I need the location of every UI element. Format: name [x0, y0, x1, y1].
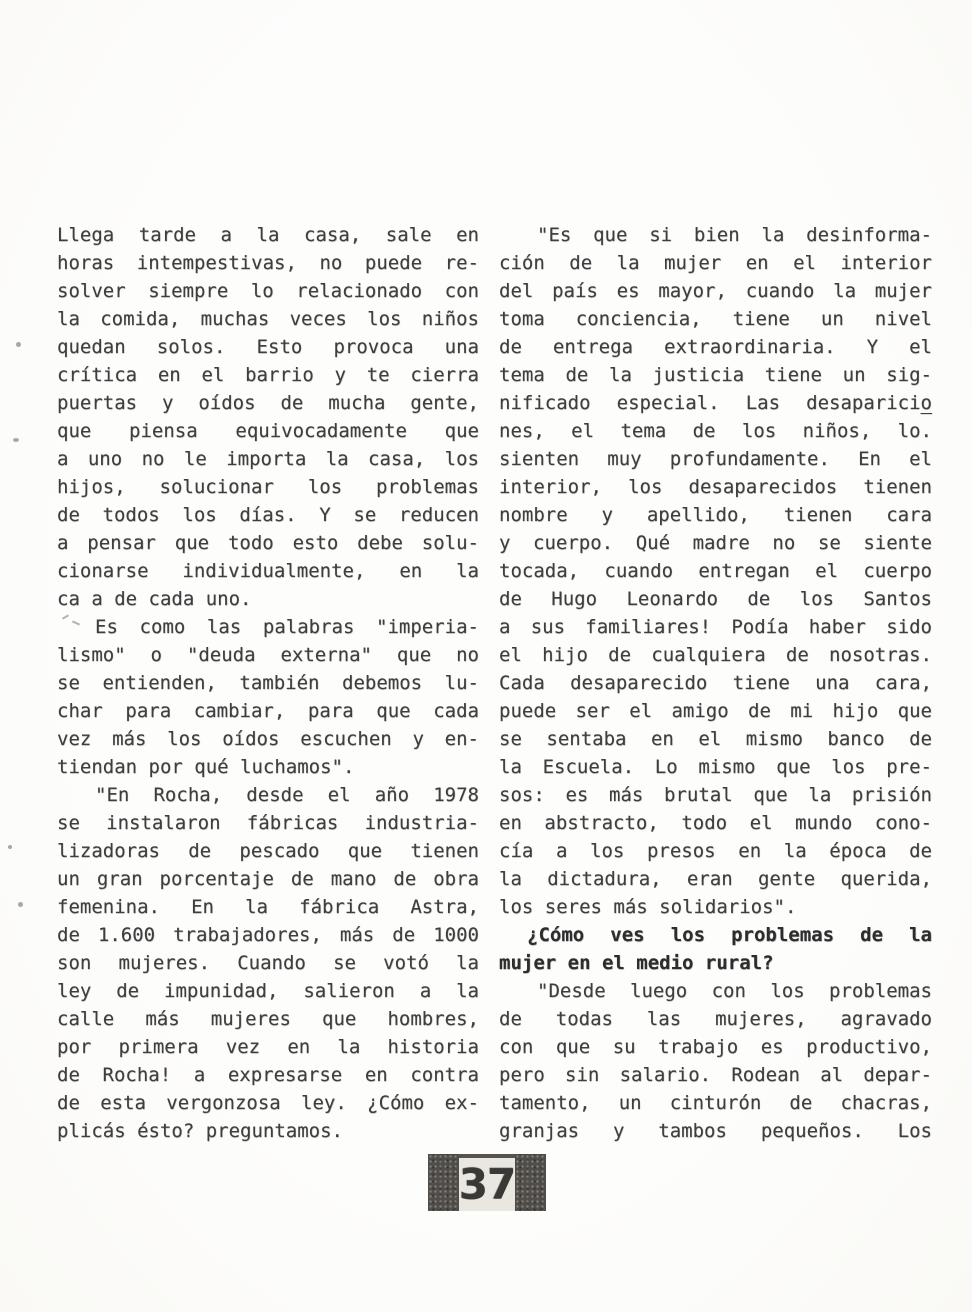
scan-speck — [16, 342, 21, 347]
text-line: la dictadura, eran gente querida, — [499, 868, 932, 890]
text-line: "Es que si bien la desinforma- — [537, 224, 932, 246]
text-line: interior, los desaparecidos tienen — [499, 476, 932, 498]
text-column-right — [499, 221, 932, 1145]
text-line: son mujeres. Cuando se votó la — [57, 952, 479, 974]
text-line: tiendan por qué luchamos". — [57, 756, 355, 778]
scan-speck — [18, 902, 23, 907]
text-line: se sentaba en el mismo banco de — [499, 728, 932, 750]
text-line: se entienden, también debemos lu- — [57, 672, 479, 694]
text-line: femenina. En la fábrica Astra, — [57, 896, 479, 918]
text-line: "Desde luego con los problemas — [537, 980, 932, 1002]
text-line: la comida, muchas veces los niños — [57, 308, 479, 330]
text-line: el hijo de cualquiera de nosotras. — [499, 644, 932, 666]
text-line: sos: es más brutal que la prisión — [499, 784, 932, 806]
text-line: se instalaron fábricas industria- — [57, 812, 479, 834]
text-line: de todos los días. Y se reducen — [57, 504, 479, 526]
text-line: crítica en el barrio y te cierra — [57, 364, 479, 386]
text-line: horas intempestivas, no puede re- — [57, 252, 479, 274]
text-line: lismo" o "deuda externa" que no — [57, 644, 479, 666]
text-line: nificado especial. Las desaparicio — [499, 392, 932, 414]
text-line: sienten muy profundamente. En el — [499, 448, 932, 470]
text-line: Es como las palabras "imperia- — [95, 616, 479, 638]
text-line: solver siempre lo relacionado con — [57, 280, 479, 302]
text-line: a pensar que todo esto debe solu- — [57, 532, 479, 554]
page-number-stamp — [428, 1154, 542, 1211]
text-line: granjas y tambos pequeños. Los — [499, 1120, 932, 1142]
text-line: de Rocha! a expresarse en contra — [57, 1064, 479, 1086]
text-line: nombre y apellido, tienen cara — [499, 504, 932, 526]
text-line: nes, el tema de los niños, lo. — [499, 420, 932, 442]
page-number: 37 — [459, 1154, 515, 1211]
text-line: de todas las mujeres, agravado — [499, 1008, 932, 1030]
text-line: quedan solos. Esto provoca una — [57, 336, 479, 358]
text-line: tema de la justicia tiene un sig- — [499, 364, 932, 386]
text-line: calle más mujeres que hombres, — [57, 1008, 479, 1030]
text-line: en abstracto, todo el mundo cono- — [499, 812, 932, 834]
text-line: de 1.600 trabajadores, más de 1000 — [57, 924, 479, 946]
text-line: mujer en el medio rural? — [499, 952, 774, 974]
text-line: ción de la mujer en el interior — [499, 252, 932, 274]
text-line: la Escuela. Lo mismo que los pre- — [499, 756, 932, 778]
text-line: char para cambiar, para que cada — [57, 700, 479, 722]
text-line: cionarse individualmente, en la — [57, 560, 479, 582]
text-line: los seres más solidarios". — [499, 896, 797, 918]
text-line: a sus familiares! Podía haber sido — [499, 616, 932, 638]
text-line: cía a los presos en la época de — [499, 840, 932, 862]
text-line: de Hugo Leonardo de los Santos — [499, 588, 932, 610]
text-line: puede ser el amigo de mi hijo que — [499, 700, 932, 722]
text-line: toma conciencia, tiene un nivel — [499, 308, 932, 330]
text-line: de entrega extraordinaria. Y el — [499, 336, 932, 358]
text-line: y cuerpo. Qué madre no se siente — [499, 532, 932, 554]
text-line: ca a de cada uno. — [57, 588, 252, 610]
stamp-right-block — [515, 1154, 546, 1211]
text-line: Llega tarde a la casa, sale en — [57, 224, 479, 246]
text-line: lizadoras de pescado que tienen — [57, 840, 479, 862]
text-line: tocada, cuando entregan el cuerpo — [499, 560, 932, 582]
text-line: vez más los oídos escuchen y en- — [57, 728, 479, 750]
text-line: ¿Cómo ves los problemas de la — [527, 924, 932, 946]
text-line: tamento, un cinturón de chacras, — [499, 1092, 932, 1114]
text-line: de esta vergonzosa ley. ¿Cómo ex- — [57, 1092, 479, 1114]
text-line: pero sin salario. Rodean al depar- — [499, 1064, 932, 1086]
text-column-left — [57, 221, 479, 1145]
text-line: por primera vez en la historia — [57, 1036, 479, 1058]
text-line: puertas y oídos de mucha gente, — [57, 392, 479, 414]
text-line: plicás ésto? preguntamos. — [57, 1120, 343, 1142]
scan-speck — [13, 438, 19, 442]
text-line: con que su trabajo es productivo, — [499, 1036, 932, 1058]
text-line: "En Rocha, desde el año 1978 — [95, 784, 479, 806]
text-line: Cada desaparecido tiene una cara, — [499, 672, 932, 694]
text-line: hijos, solucionar los problemas — [57, 476, 479, 498]
text-line: que piensa equivocadamente que — [57, 420, 479, 442]
scan-speck — [8, 845, 12, 849]
stamp-left-block — [428, 1154, 459, 1211]
text-line: ley de impunidad, salieron a la — [57, 980, 479, 1002]
text-line: a uno no le importa la casa, los — [57, 448, 479, 470]
text-line: del país es mayor, cuando la mujer — [499, 280, 932, 302]
text-line: un gran porcentaje de mano de obra — [57, 868, 479, 890]
